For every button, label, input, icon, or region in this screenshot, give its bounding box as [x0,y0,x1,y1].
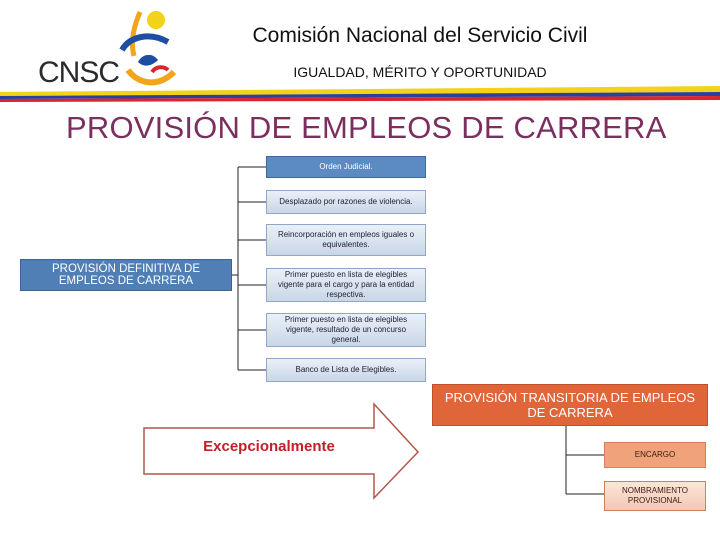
definitive-item-desplazado: Desplazado por razones de violencia. [266,190,426,214]
page-title: PROVISIÓN DE EMPLEOS DE CARRERA [66,110,667,145]
excepcionalmente-label: Excepcionalmente [203,438,335,455]
transitory-item-nombramiento-provisional: NOMBRAMIENTO PROVISIONAL [604,481,706,511]
definitive-item-primer-puesto-entidad: Primer puesto en lista de elegibles vigente para el cargo y para la entidad respectiva. [266,268,426,302]
definitive-item-banco-lista: Banco de Lista de Elegibles. [266,358,426,382]
organization-title: Comisión Nacional del Servicio Civil [252,24,588,47]
definitive-item-orden-judicial: Orden Judicial. [266,156,426,178]
transitory-item-encargo: ENCARGO [604,442,706,468]
logo-text: CNSC [38,56,120,89]
organization-subtitle: IGUALDAD, MÉRITO Y OPORTUNIDAD [293,64,547,80]
transitory-provision-box: PROVISIÓN TRANSITORIA DE EMPLEOS DE CARRERA [432,384,708,426]
definitive-provision-box: PROVISIÓN DEFINITIVA DE EMPLEOS DE CARRERA [20,259,232,291]
definitive-item-primer-puesto-general: Primer puesto en lista de elegibles vigente, resultado de un concurso general. [266,313,426,347]
definitive-item-reincorporacion: Reincorporación en empleos iguales o equivalentes. [266,224,426,256]
